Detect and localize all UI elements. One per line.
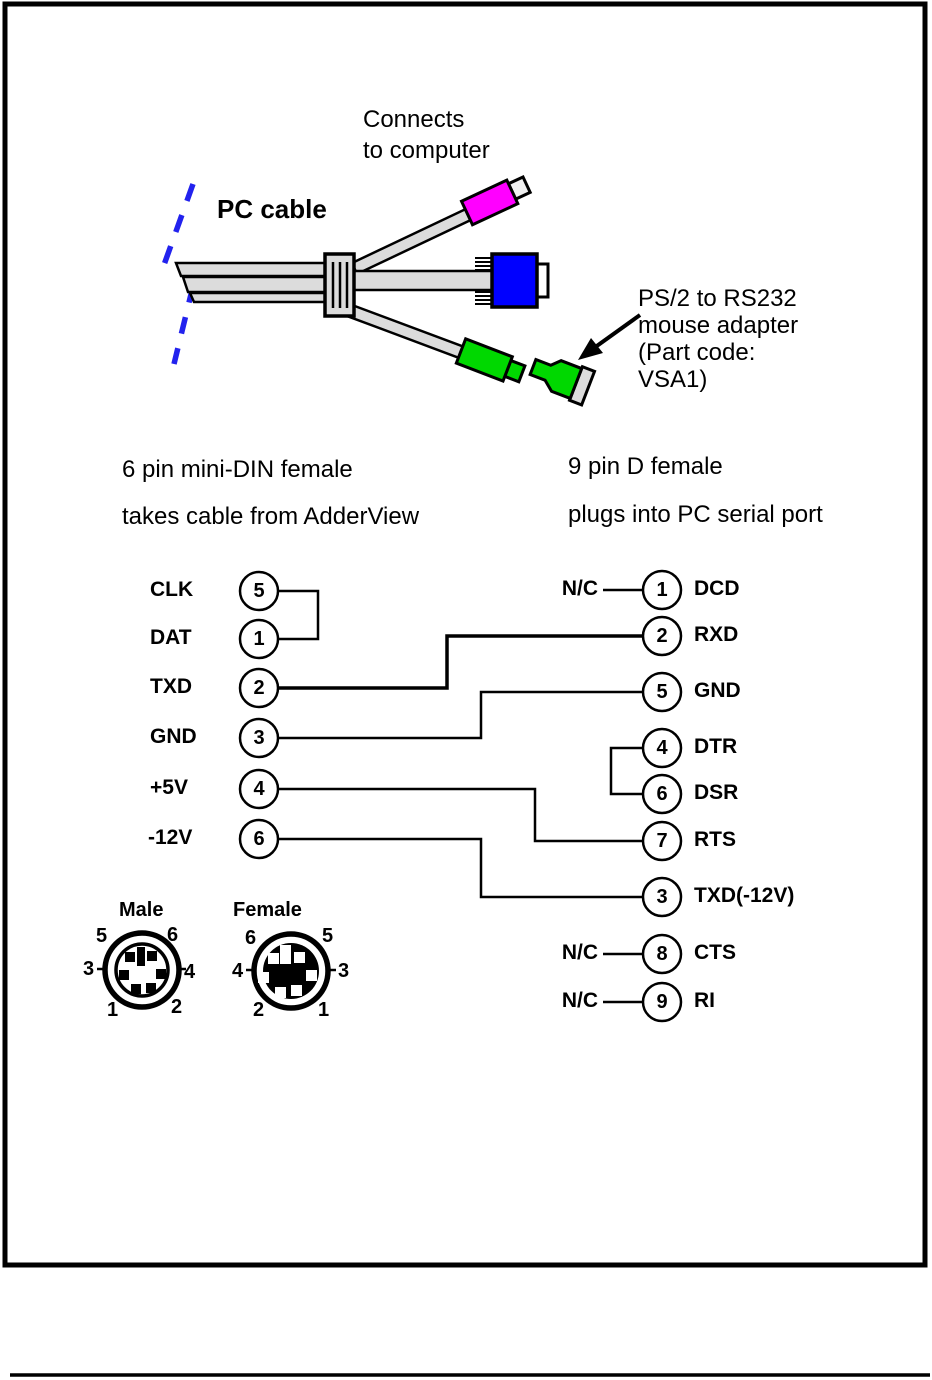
left-pinout-header-line1: 6 pin mini-DIN female [122,456,353,483]
adapter-note-line1: PS/2 to RS232 [638,285,797,312]
right-signal-dcd: DCD [694,577,740,600]
din-male-pin-6: 6 [167,924,179,946]
din-female-pin-2: 2 [253,999,265,1021]
right-pin-number: 6 [656,783,668,805]
wire-5v-to-rts [278,789,643,841]
din-male-pin-5: 5 [96,925,108,947]
left-pin-number: 1 [253,628,265,650]
wire-clk-dat-strap [278,591,318,639]
left-signal-txd: TXD [150,675,192,698]
right-signal-cts: CTS [694,941,736,964]
right-pin-number: 3 [656,886,668,908]
right-signal-dsr: DSR [694,781,739,804]
adapter-icon [527,350,595,405]
din-female-pin-4: 4 [232,960,244,982]
right-pin-number: 8 [656,943,668,965]
branch-keyboard [352,207,475,274]
right-signal-gnd: GND [694,679,741,702]
right-pin-number: 4 [656,737,668,759]
keyboard-plug-icon [462,173,533,224]
connects-note-line2: to computer [363,137,490,164]
right-signal-dtr: DTR [694,735,738,758]
left-signal-clk: CLK [150,578,194,601]
left-pin-number: 4 [253,778,265,800]
din-male-pin-1: 1 [107,999,119,1021]
right-pin-number: 2 [656,625,668,647]
din-male-label: Male [119,899,164,921]
din-female-pin-6: 6 [245,927,257,949]
wire-txd-to-rxd [278,636,643,688]
right-pin-number: 9 [656,991,668,1013]
connects-note-line1: Connects [363,106,465,133]
din-female-pin-3: 3 [338,960,350,982]
right-pin-number: 5 [656,681,668,703]
left-signal-gnd: GND [150,725,197,748]
left-signal-dat: DAT [150,626,192,649]
adapter-arrow-icon [578,315,640,360]
left-signal-12v: -12V [148,826,193,849]
nc-label-cts: N/C [561,941,598,964]
right-pin-number: 1 [656,579,668,601]
right-pinout-header-line1: 9 pin D female [568,453,723,480]
right-signal-txd12v: TXD(-12V) [694,884,795,907]
mouse-plug-icon [456,339,526,387]
trunk-cable-middle [183,277,330,292]
din-male-pin-2: 2 [171,996,183,1018]
trunk-cable-bottom [190,293,330,302]
pc-cable-title: PC cable [217,194,327,224]
trunk-cable-top [176,263,330,276]
din-male-pin-4: 4 [184,961,196,983]
right-pinout-header-line2: plugs into PC serial port [568,501,823,528]
left-pin-number: 3 [253,727,265,749]
left-pin-number: 6 [253,828,265,850]
right-signal-rts: RTS [694,828,736,851]
wire-12v-to-txd [278,839,643,897]
din-female-label: Female [233,899,302,921]
right-signal-ri: RI [694,989,715,1012]
adapter-note-line4: VSA1) [638,366,708,393]
nc-label-ri: N/C [561,989,598,1012]
nc-label-dcd: N/C [561,577,598,600]
right-pin-number: 7 [656,830,668,852]
left-pin-number: 5 [253,580,265,602]
wire-gnd-to-gnd [278,692,643,738]
left-pin-circles [240,572,278,858]
cable-break-dash-lower [174,286,193,364]
left-pinout-header-line2: takes cable from AdderView [122,503,420,530]
din-male-pin-3: 3 [83,958,95,980]
din-female-pin-1: 1 [318,999,330,1021]
din-female-pin-5: 5 [322,925,334,947]
right-signal-rxd: RXD [694,623,739,646]
branch-video [354,271,494,290]
left-signal-5v: +5V [150,776,188,799]
left-pin-number: 2 [253,677,265,699]
adapter-note-line3: (Part code: [638,339,756,366]
branch-mouse [347,305,467,359]
adapter-note-line2: mouse adapter [638,312,799,339]
wire-dtr-dsr-strap [611,748,643,794]
